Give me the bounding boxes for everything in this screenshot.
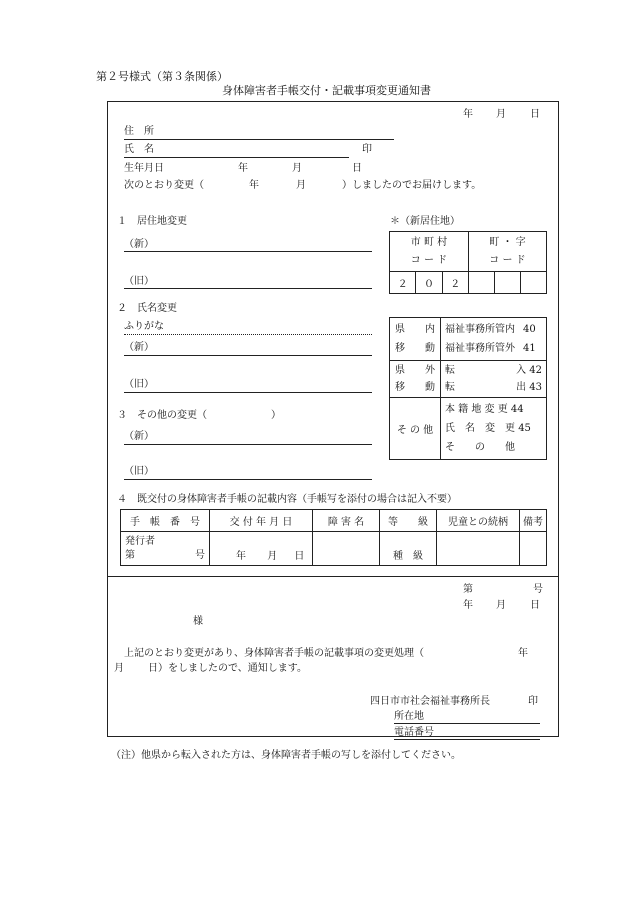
relation-cell[interactable]	[437, 532, 520, 566]
issuer-label: 発行者	[125, 535, 155, 547]
sec1-title: １ 居住地変更	[117, 216, 187, 227]
code-group-label: 県 外	[395, 365, 435, 376]
name-label: 氏 名	[124, 144, 154, 155]
office-seal: 印	[528, 696, 538, 707]
applicant-seal: 印	[362, 144, 372, 155]
notice-line2: 日）をしましたので、通知します。	[148, 663, 307, 674]
handbook-table	[120, 509, 547, 566]
date-year-label: 年	[463, 109, 473, 120]
change-prefix: 次のとおり変更（	[124, 180, 204, 191]
new-residence-title: ＊（新居住地）	[390, 216, 460, 227]
code-item-label: 転	[445, 365, 455, 376]
code-group-label: 移 動	[395, 343, 435, 354]
phone-field[interactable]	[394, 739, 540, 740]
city-code-digit[interactable]: ２	[442, 272, 468, 294]
notice-month-label: 月	[496, 600, 506, 611]
notice-no-suffix: 号	[533, 584, 543, 595]
birth-day-label: 日	[352, 163, 362, 174]
change-code-table	[389, 317, 547, 460]
sec3-title: ３ その他の変更（	[117, 410, 207, 421]
city-code-digit[interactable]: ２	[390, 272, 416, 294]
sec2-old-label: （旧）	[124, 379, 154, 390]
issue-year-label: 年	[236, 551, 246, 562]
code-number: 40	[523, 324, 536, 335]
location-field[interactable]	[394, 723, 540, 724]
sec4-title: ４ 既交付の身体障害者手帳の記載内容（手帳写を添付の場合は記入不要）	[117, 494, 457, 505]
town-code-digit[interactable]	[468, 272, 494, 294]
address-field[interactable]	[124, 139, 394, 140]
sec1-old-field[interactable]	[124, 288, 372, 289]
code-group-label: 県 内	[395, 324, 435, 335]
furigana-label: ふりがな	[124, 321, 164, 332]
notice-year-label: 年	[463, 600, 473, 611]
col-grade: 等 級	[380, 510, 437, 532]
birth-month-label: 月	[292, 163, 302, 174]
process-month-label: 月	[114, 663, 124, 674]
location-label: 所在地	[394, 711, 424, 722]
date-day-label: 日	[530, 109, 540, 120]
no-prefix: 第	[125, 549, 135, 561]
col-remarks: 備考	[520, 510, 547, 532]
sec3-new-label: （新）	[124, 431, 154, 442]
col-handbook-no: 手 帳 番 号	[121, 510, 210, 532]
town-code-digit[interactable]	[494, 272, 520, 294]
change-month-label: 月	[296, 180, 306, 191]
office-name: 四日市市社会福祉事務所長	[370, 696, 490, 707]
town-code-head: 町 ・ 字	[489, 236, 526, 248]
notice-no-prefix: 第	[463, 584, 473, 595]
sec2-new-field[interactable]	[124, 355, 372, 356]
col-relation: 児童との続柄	[437, 510, 520, 532]
code-number: 41	[523, 343, 536, 354]
code-item-label: 福祉事務所管内	[445, 324, 515, 335]
phone-label: 電話番号	[394, 727, 434, 738]
city-code-head: 市 町 村	[410, 236, 448, 248]
sec1-old-label: （旧）	[124, 276, 154, 287]
change-suffix: ）しましたのでお届けします。	[342, 180, 482, 191]
footnote: （注）他県から転入された方は、身体障害者手帳の写しを添付してください。	[111, 750, 461, 761]
code-item-label: 氏 名 変 更	[445, 423, 515, 434]
col-issue-date: 交 付 年 月 日	[210, 510, 313, 532]
code-group-label: そ の 他	[390, 398, 441, 460]
name-field[interactable]	[124, 157, 349, 158]
code-item-label: 本 籍 地 変 更	[445, 404, 508, 415]
grade-label: 種 級	[380, 532, 437, 566]
town-code-digit[interactable]	[520, 272, 546, 294]
address-label: 住 所	[124, 126, 154, 137]
city-code-digit[interactable]: ０	[416, 272, 442, 294]
form-number: 第２号様式（第３条関係）	[96, 70, 228, 83]
birth-label: 生年月日	[124, 163, 164, 174]
sec2-old-field[interactable]	[124, 392, 372, 393]
code-number: 43	[529, 382, 542, 393]
notice-day-label: 日	[530, 600, 540, 611]
town-code-head2: コ ー ド	[489, 254, 526, 266]
code-number: 42	[529, 365, 542, 376]
issue-month-label: 月	[267, 551, 278, 562]
form-title: 身体障害者手帳交付・記載事項変更通知書	[222, 84, 431, 97]
disability-cell[interactable]	[313, 532, 380, 566]
sec2-new-label: （新）	[124, 342, 154, 353]
process-year-label: 年	[518, 648, 528, 659]
col-disability: 障 害 名	[313, 510, 380, 532]
code-number: 45	[518, 423, 531, 434]
code-group-label: 移 動	[395, 382, 435, 393]
section-divider	[107, 576, 559, 577]
date-month-label: 月	[496, 109, 506, 120]
remarks-cell[interactable]	[520, 532, 547, 566]
code-item-label: 転	[445, 382, 455, 393]
sec3-old-label: （旧）	[124, 466, 154, 477]
sec3-close: ）	[271, 410, 281, 421]
code-item-label: 出	[516, 382, 527, 393]
code-item-label: 福祉事務所管外	[445, 343, 515, 354]
change-year-label: 年	[249, 180, 259, 191]
code-item-label: そ の 他	[445, 442, 515, 453]
sec3-old-field[interactable]	[124, 479, 372, 480]
sec3-new-field[interactable]	[124, 444, 372, 445]
sec2-title: ２ 氏名変更	[117, 303, 177, 314]
code-number: 44	[510, 404, 524, 415]
furigana-field[interactable]	[124, 334, 372, 335]
issue-day-label: 日	[294, 551, 305, 562]
residence-code-table	[389, 231, 547, 294]
addressee-honorific: 様	[193, 616, 203, 627]
sec1-new-label: （新）	[124, 239, 154, 250]
notice-line1: 上記のとおり変更があり、身体障害者手帳の記載事項の変更処理（	[124, 648, 424, 659]
birth-year-label: 年	[238, 163, 248, 174]
no-suffix: 号	[195, 549, 205, 561]
code-item-label: 入	[516, 365, 527, 376]
sec1-new-field[interactable]	[124, 251, 372, 252]
city-code-head2: コ ー ド	[410, 254, 448, 266]
